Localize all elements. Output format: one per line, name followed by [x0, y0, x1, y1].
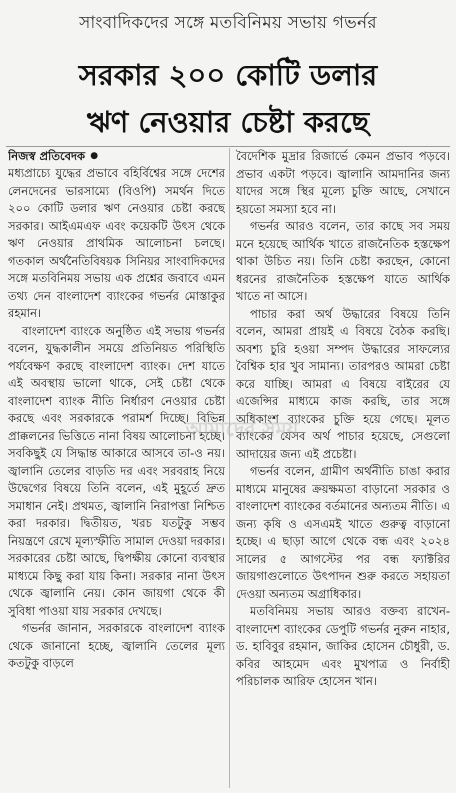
paragraph: বৈদেশিক মুদ্রার রিজার্ভে কেমন প্রভাব পড়বে। প্রভাব একটা পড়বে। জ্বালানি আমদানির জন্য যাদের সঙ্গে স্থির মূল্যে চুক্তি আছে, সেখানে হয়তো সমস্যা হবে না। — [236, 149, 450, 216]
paragraph: গভর্নর বলেন, গ্রামীণ অর্থনীতি চাঙা করার মাধ্যমে মানুষের ক্রয়ক্ষমতা বাড়ানো সরকার ও বাংলাদেশ ব্যাংকের বর্তমানের অন্যতম নীতি। এ জন্য কৃষি ও এসএমই খাতে গুরুত্ব বাড়ানো হচ্ছে। এ ছাড়া আগে থেকে বন্ধ এবং ২০২৪ সালের ৫ আগস্টের পর বন্ধ ফ্যাক্টরির জায়গাগুলোতে উৎপাদন শুরু করতে সহায়তা দেওয়া অন্যতম অগ্রাধিকার। — [236, 464, 450, 601]
kicker-subheadline: সাংবাদিকদের সঙ্গে মতবিনিময় সভায় গভর্নর — [79, 13, 377, 33]
byline — [8, 148, 225, 165]
paragraph: পাচার করা অর্থ উদ্ধারের বিষয়ে তিনি বলেন, আমরা প্রায়ই এ বিষয়ে বৈঠক করছি। অবশ্য চুরি হওয়া সম্পদ উদ্ধারের সাফল্যের বৈশ্বিক হার খুব সামান্য। তারপরও আমরা চেষ্টা করে যাচ্ছি। আমরা এ বিষয়ে বাইরের যে এজেন্সির মাধ্যমে কাজ করছি, তার সঙ্গে অধিকাংশ ব্যাংকের চুক্তি হয়ে গেছে। মূলত ব্যাংকের যেসব অর্থ পাচার হয়েছে, সেগুলো আদায়ের জন্য এই প্রচেষ্টা। — [236, 306, 450, 461]
bullet-icon: ● — [87, 151, 99, 161]
paragraph: গভর্নর আরও বলেন, তার কাছে সব সময় মনে হয়েছে আর্থিক খাতে রাজনৈতিক হস্তক্ষেপ থাকা উচিত নয়। তিনি চেষ্টা করছেন, কোনো ধরনের রাজনৈতিক হস্তক্ষেপ যাতে আর্থিক খাতে না আসে। — [236, 219, 450, 303]
column-divider — [229, 148, 230, 788]
paragraph: গভর্নর জানান, সরকারকে বাংলাদেশ ব্যাংক থেকে জানানো হচ্ছে, জ্বালানি তেলের মূল্য কতটুকু বাড়লে — [8, 621, 225, 670]
byline-text: নিজস্ব প্রতিবেদক — [8, 149, 86, 163]
headline-divider — [6, 146, 450, 147]
paragraph: মধ্যপ্রাচ্যে যুদ্ধের প্রভাবে বহির্বিশ্বের সঙ্গে দেশের লেনদেনের ভারসাম্যে (বিওপি) সমর্থন দিতে ২০০ কোটি ডলার ঋণ নেওয়ার চেষ্টা করছে সরকার। আইএমএফ এবং কয়েকটি উৎস থেকে ঋণ নেওয়ার প্রাথমিক আলোচনা চলছে। গতকাল অর্থনৈতিবিষয়ক সিনিয়র সাংবাদিকদের সঙ্গে মতবিনিময় সভায় এক প্রশ্নের জবাবে এমন তথ্য দেন বাংলাদেশ ব্যাংকের গভর্নর মোস্তাকুর রহমান। — [8, 166, 225, 320]
article-left-column — [8, 148, 225, 788]
headline-line-2: ঋণ নেওয়ার চেষ্টা করছে — [86, 105, 370, 139]
watermark: আমাদের সময় — [185, 417, 299, 441]
article-right-column — [236, 148, 450, 788]
headline — [0, 52, 456, 146]
paragraph: বাংলাদেশ ব্যাংকে অনুষ্ঠিত এই সভায় গভর্নর বলেন, যুদ্ধকালীন সময়ে প্রতিনিয়ত পরিস্থিতি পর্যবেক্ষণ করছে বাংলাদেশ ব্যাংক। দেশ যাতে এই অবস্থায় ভালো থাকে, সেই চেষ্টা থেকে বাংলাদেশ ব্যাংক নীতি নির্ধারণ নেওয়ার চেষ্টা করছে এবং সরকারকে পরামর্শ দিচ্ছে। বিভিন্ন প্রাক্কলনের ভিত্তিতে নানা বিষয় আলোচনা হচ্ছে। সবকিছুই যে সিদ্ধান্ত আকারে আসবে তা-ও নয়। জ্বালানি তেলের বাড়তি দর এবং সরবরাহ নিয়ে উদ্বেগের বিষয়ে তিনি বলেন, এই মুহূর্তে দ্রুত সমাধান নেই। প্রথমত, জ্বালানি নিরাপত্তা নিশ্চিত করা দরকার। দ্বিতীয়ত, খরচ যতটুকু সম্ভব নিয়ন্ত্রণে রেখে মূল্যস্ফীতি সামাল দেওয়া দরকার। সরকারের চেষ্টা আছে, দ্বিপক্ষীয় কোনো ব্যবস্থার মাধ্যমে কিছু করা যায় কিনা। সরকার নানা উৎস থেকে জ্বালানি নেয়। কোন জায়গা থেকে কী সুবিধা পাওয়া যায় সরকার দেখছে। — [8, 323, 225, 618]
headline-line-1: সরকার ২০০ কোটি ডলার — [78, 58, 378, 92]
paragraph: মতবিনিময় সভায় আরও বক্তব্য রাখেন- বাংলাদেশ ব্যাংকের ডেপুটি গভর্নর নুরুন নাহার, ড. হাবিবুর রহমান, জাকির হোসেন চৌধুরী, ড. কবির আহমেদ এবং মুখপাত্র ও নির্বাহী পরিচালক আরিফ হোসেন খান। — [236, 604, 450, 688]
